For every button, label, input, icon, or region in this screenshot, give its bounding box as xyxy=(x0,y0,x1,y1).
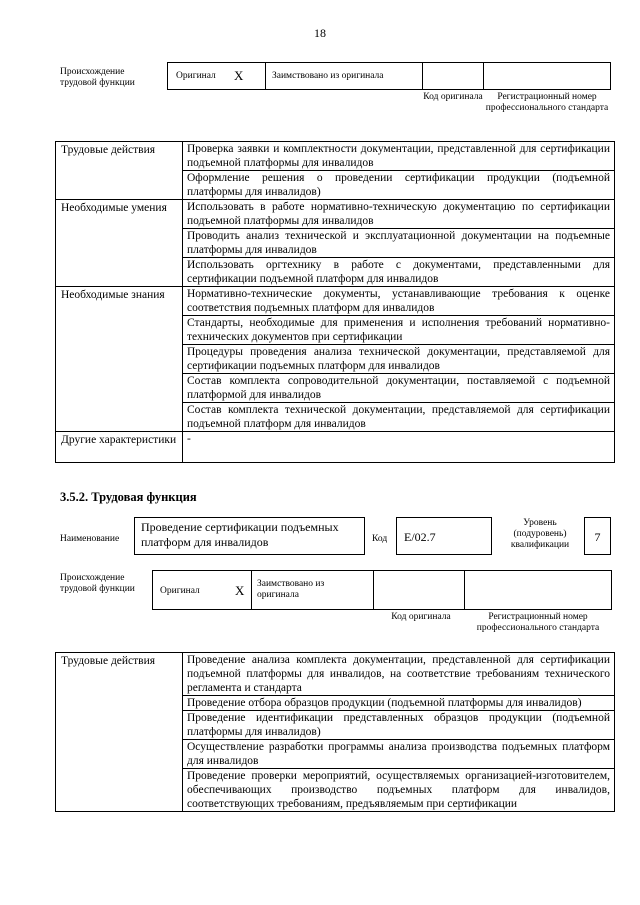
list-item: Проводить анализ технической и эксплуатационной документации на подъемные платформы для инвалидов xyxy=(183,229,615,258)
list-item: Состав комплекта технической документации, представляемой для сертификации подъемной платформ для инвалидов xyxy=(183,403,615,432)
list-item: Проведение отбора образцов продукции (подъемной платформы для инвалидов) xyxy=(183,696,615,711)
name-label: Наименование xyxy=(60,534,120,544)
labor-functions-table-1 xyxy=(55,141,615,463)
table-row xyxy=(56,432,615,463)
list-item: Проведение анализа комплекта документации, представленной для сертификации подъемной платформы для инвалидов, на соответствие требованиям технического регламента и стандарта xyxy=(183,653,615,696)
list-item: Состав комплекта сопроводительной документации, поставляемой с подъемной платформой для инвалидов xyxy=(183,374,615,403)
origin-label: Происхождение трудовой функции xyxy=(60,67,135,88)
list-item: Использовать в работе нормативно-техническую документацию по сертификации подъемной платформы для инвалидов xyxy=(183,200,615,229)
original-label: Оригинал xyxy=(176,71,216,81)
original-mark: Х xyxy=(235,583,245,598)
reg-number-cell xyxy=(483,62,611,90)
level-label: Уровень (подуровень) квалификации xyxy=(510,518,570,550)
table-row xyxy=(56,142,615,171)
function-name: Проведение сертификации подъемных платформ для инвалидов xyxy=(134,517,365,555)
reg-number-caption: Регистрационный номер профессионального стандарта xyxy=(485,92,609,113)
borrowed-cell xyxy=(265,62,423,90)
list-item: Проверка заявки и комплектности документации, представленной для сертификации подъемной платформы для инвалидов xyxy=(183,142,615,171)
row-label: Трудовые действия xyxy=(56,653,183,812)
borrowed-label: Заимствовано из оригинала xyxy=(257,579,325,600)
labor-functions-table-2 xyxy=(55,652,615,812)
section-heading: 3.5.2. Трудовая функция xyxy=(60,490,197,504)
list-item: Стандарты, необходимые для применения и исполнения требований нормативно-технических документов при сертификации xyxy=(183,316,615,345)
borrowed-cell xyxy=(251,570,374,610)
code-original-cell xyxy=(373,570,465,610)
row-label: Необходимые знания xyxy=(56,287,183,432)
code-original-caption: Код оригинала xyxy=(423,92,483,102)
list-item: - xyxy=(183,432,615,463)
page-number: 18 xyxy=(314,26,326,40)
table-row xyxy=(56,200,615,229)
code-original-caption: Код оригинала xyxy=(391,612,451,622)
original-label: Оригинал xyxy=(160,586,200,596)
original-mark: Х xyxy=(234,68,244,83)
code-label: Код xyxy=(372,534,388,544)
table-row xyxy=(56,653,615,696)
list-item: Оформление решения о проведении сертификации продукции (подъемной платформы для инвалидов) xyxy=(183,171,615,200)
reg-number-caption: Регистрационный номер профессионального стандарта xyxy=(476,612,600,633)
list-item: Проведение идентификации представленных образцов продукции (подъемной платформы для инвалидов) xyxy=(183,711,615,740)
list-item: Процедуры проведения анализа технической документации, представляемой для сертификации подъемных платформ для инвалидов xyxy=(183,345,615,374)
qualification-level: 7 xyxy=(584,517,611,555)
table-row xyxy=(56,287,615,316)
list-item: Использовать оргтехнику в работе с документами, представленными для сертификации подъемной платформ для инвалидов xyxy=(183,258,615,287)
list-item: Нормативно-технические документы, устанавливающие требования к оценке соответствия подъемных платформ для инвалидов xyxy=(183,287,615,316)
row-label: Трудовые действия xyxy=(56,142,183,200)
original-cell xyxy=(167,62,266,90)
reg-number-cell xyxy=(464,570,612,610)
list-item: Проведение проверки мероприятий, осуществляемых организацией-изготовителем, обеспечивающих производство подъемных платформ для инвалидов, соответствующих требованиям, предъявляемым при сертификации xyxy=(183,769,615,812)
borrowed-label: Заимствовано из оригинала xyxy=(272,71,384,81)
function-code: E/02.7 xyxy=(396,517,492,555)
row-label: Другие характеристики xyxy=(56,432,183,463)
list-item: Осуществление разработки программы анализа производства подъемных платформ для инвалидов xyxy=(183,740,615,769)
row-label: Необходимые умения xyxy=(56,200,183,287)
origin-label: Происхождение трудовой функции xyxy=(60,573,135,594)
original-cell xyxy=(152,570,252,610)
code-original-cell xyxy=(422,62,484,90)
